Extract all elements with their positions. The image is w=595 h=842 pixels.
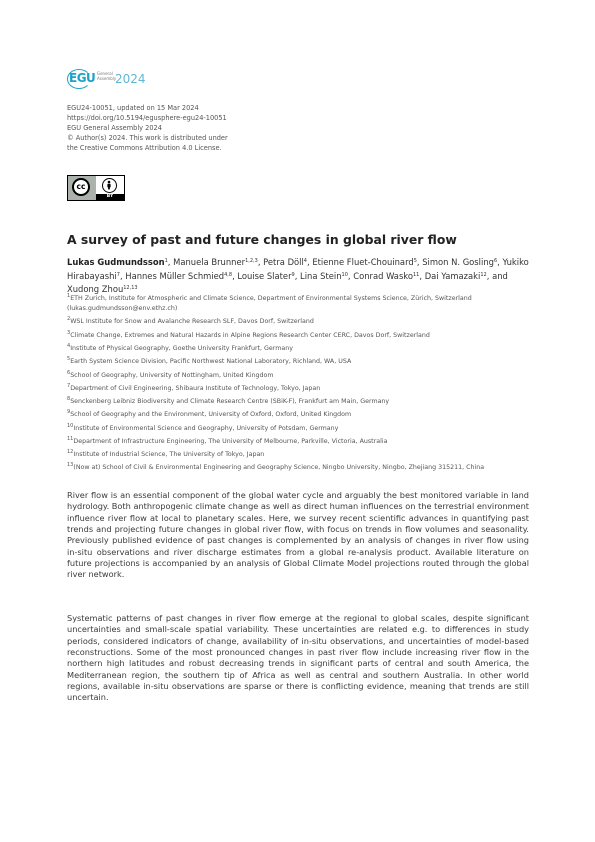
author-affiliation-number: 11: [412, 271, 420, 278]
affiliation-text: Institute of Physical Geography, Goethe University Frankfurt, Germany: [70, 344, 293, 352]
egu-logo-year: 2024: [115, 72, 146, 86]
affiliation-item: [67, 384, 529, 394]
egu-logo-text: EGU: [69, 71, 96, 85]
affiliation-text: School of Geography and the Environment, University of Oxford, Oxford, United Kingdom: [70, 411, 352, 419]
affiliation-number: 1: [67, 293, 71, 299]
author-affiliation-number: 5: [413, 258, 417, 264]
affiliation-item: [67, 410, 529, 420]
affiliation-item: [67, 397, 529, 407]
author-affiliation-number: 12,13: [123, 285, 138, 291]
affiliation-item: [67, 371, 529, 381]
abstract-paragraph: River flow is an essential component of the global water cycle and arguably the best monitored variable in land hydrology. Both anthropogenic climate change as well as direct human influences on the terrestrial environment influence river flow at local to planetary scales. Here, we survey recent scientific advances in quantifying past trends and projecting future changes in global river flow, with focus on trends in flow volumes and seasonality. Previously published evidence of past changes is complemented by an analysis of changes in river flow using in-situ observations and river discharge estimates from a global re-analysis product. Available literature on future projections is accompanied by an analysis of Global Climate Model projections routed through the global river network.: [67, 490, 529, 580]
affiliation-number: 6: [67, 369, 71, 376]
egu-logo-mark: [67, 69, 117, 89]
author-affiliation-number: 12: [480, 271, 487, 278]
authors-and-conjunction: and: [492, 270, 508, 281]
author-affiliation-number: 4: [303, 258, 307, 264]
author-affiliation-number: 7: [116, 271, 120, 278]
meta-line-copyright: © Author(s) 2024. This work is distributed under: [67, 134, 228, 143]
affiliation-text: (Now at) School of Civil & Environmental Engineering and Geography Science, Ningbo University, Ningbo, Zhejiang 315211, China: [73, 464, 485, 472]
affiliation-item: [67, 294, 529, 314]
author-name: Louise Slater: [237, 270, 292, 281]
affiliation-text: WSL Institute for Snow and Avalanche Research SLF, Davos Dorf, Switzerland: [70, 318, 314, 326]
affiliation-text: Institute of Environmental Science and Geography, University of Potsdam, Germany: [73, 424, 339, 432]
affiliation-number: 2: [67, 316, 71, 323]
affiliation-text: Department of Civil Engineering, Shibaura Institute of Technology, Tokyo, Japan: [70, 384, 321, 392]
affiliation-number: 5: [67, 356, 71, 363]
affiliation-item: [67, 424, 529, 434]
affiliation-number: 7: [67, 382, 71, 389]
author-affiliation-number: 10: [341, 271, 348, 278]
author-affiliation-number: 6: [493, 258, 498, 264]
affiliation-number: 10: [67, 422, 74, 429]
meta-line-doi[interactable]: https://doi.org/10.5194/egusphere-egu24-10051: [67, 114, 227, 123]
paper-title: A survey of past and future changes in global river flow: [67, 232, 457, 247]
affiliation-item: [67, 344, 529, 354]
affiliation-item: [67, 463, 529, 473]
affiliation-number: 11: [67, 435, 74, 442]
affiliation-text: Senckenberg Leibniz Biodiversity and Climate Research Centre (SBiK-F), Frankfurt am Main, Germany: [70, 398, 390, 406]
author-name: Etienne Fluet-Chouinard: [312, 257, 414, 267]
author-name: Xudong Zhou: [67, 284, 124, 294]
author-name: Conrad Wasko: [353, 270, 413, 281]
cc-by-license-badge[interactable]: [67, 175, 125, 201]
author-name: Simon N. Gosling: [422, 257, 494, 267]
affiliation-number: 13: [67, 462, 74, 469]
cc-by-label: BY: [96, 194, 124, 200]
meta-line-license: the Creative Commons Attribution 4.0 License.: [67, 144, 222, 153]
affiliation-item: [67, 450, 529, 460]
author-name: Lina Stein: [300, 270, 342, 281]
publication-meta: [67, 103, 327, 153]
author-name: Yukiko Hirabayashi: [67, 257, 529, 281]
attribution-person-icon: [102, 178, 117, 193]
affiliation-text: Department of Infrastructure Engineering, The University of Melbourne, Parkville, Victoria, Australia: [73, 437, 388, 445]
affiliation-list: [67, 294, 529, 477]
author-affiliation-number: 1,2,3: [245, 258, 258, 264]
author-name: Hannes Müller Schmied: [125, 270, 225, 281]
affiliation-item: [67, 437, 529, 447]
affiliation-number: 3: [67, 329, 71, 336]
author-affiliation-number: 4,8: [224, 271, 233, 278]
affiliation-text: Climate Change, Extremes and Natural Hazards in Alpine Regions Research Center CERC, Davos Dorf, Switzerland: [70, 331, 430, 339]
affiliation-item: [67, 331, 529, 341]
author-name: Manuela Brunner: [173, 257, 246, 267]
author-affiliation-number: 1: [164, 258, 168, 264]
author-affiliation-number: 9: [291, 271, 295, 278]
affiliation-text: School of Geography, University of Nottingham, United Kingdom: [70, 371, 274, 379]
affiliation-text: Institute of Industrial Science, The University of Tokyo, Japan: [73, 451, 265, 459]
affiliation-item: [67, 357, 529, 367]
affiliation-text: ETH Zurich, Institute for Atmospheric and Climate Science, Department of Environmental Systems Science, Zürich, Switzerland (lukas.gudmundsson@env.ethz.ch): [67, 295, 472, 313]
meta-line-assembly: EGU General Assembly 2024: [67, 124, 162, 133]
author-list: Lukas Gudmundsson$^1$, Manuela Brunner$^{1,2,3}$, Petra Döll$^4$, Etienne Fluet-Chouinard$^5$, Simon N. Gosling$^6$, Yukiko Hirabayashi$^7$, Hannes Müller Schmied$^{4,8}$, Louise Slater$^9$, Lina Stein$^{10}$, Conrad Wasko$^{11}$, Dai Yamazaki$^{12}$, and Xudong Zhou$^{12,13}$: [67, 257, 529, 294]
author-name: Petra Döll: [263, 257, 304, 267]
egu-logo-subtext-line: General: [97, 71, 113, 76]
affiliation-number: 8: [67, 396, 71, 403]
egu-logo-subtext-line: Assembly: [97, 75, 117, 81]
affiliation-text: Earth System Science Division, Pacific Northwest National Laboratory, Richland, WA, USA: [70, 358, 352, 366]
affiliation-number: 4: [67, 342, 71, 349]
egu-logo-subtext: [97, 72, 116, 81]
cc-icon: cc: [72, 178, 90, 196]
author-name: Lukas Gudmundsson: [67, 257, 165, 267]
author-name: Dai Yamazaki: [424, 270, 481, 281]
egu-logo: [67, 69, 146, 89]
meta-line-id: EGU24-10051, updated on 15 Mar 2024: [67, 104, 199, 112]
affiliation-number: 9: [67, 409, 71, 416]
affiliation-number: 12: [67, 449, 74, 456]
affiliation-item: [67, 317, 529, 327]
abstract-paragraph: Systematic patterns of past changes in river flow emerge at the regional to global scales, despite significant uncertainties and small-scale spatial variability. These uncertainties are related e.g. to differences in study periods, considered indicators of change, availability of in-situ observations, and uncertainties of model-based reconstructions. Some of the most pronounced changes in past river flow include increasing river flow in the northern high latitudes and robust decreasing trends in significant parts of central and south America, the Mediterranean region, the southern tip of Africa as well as central and southern Australia. In other world regions, available in-situ observations are sparse or there is conflicting evidence, meaning that trends are still uncertain.: [67, 613, 529, 703]
